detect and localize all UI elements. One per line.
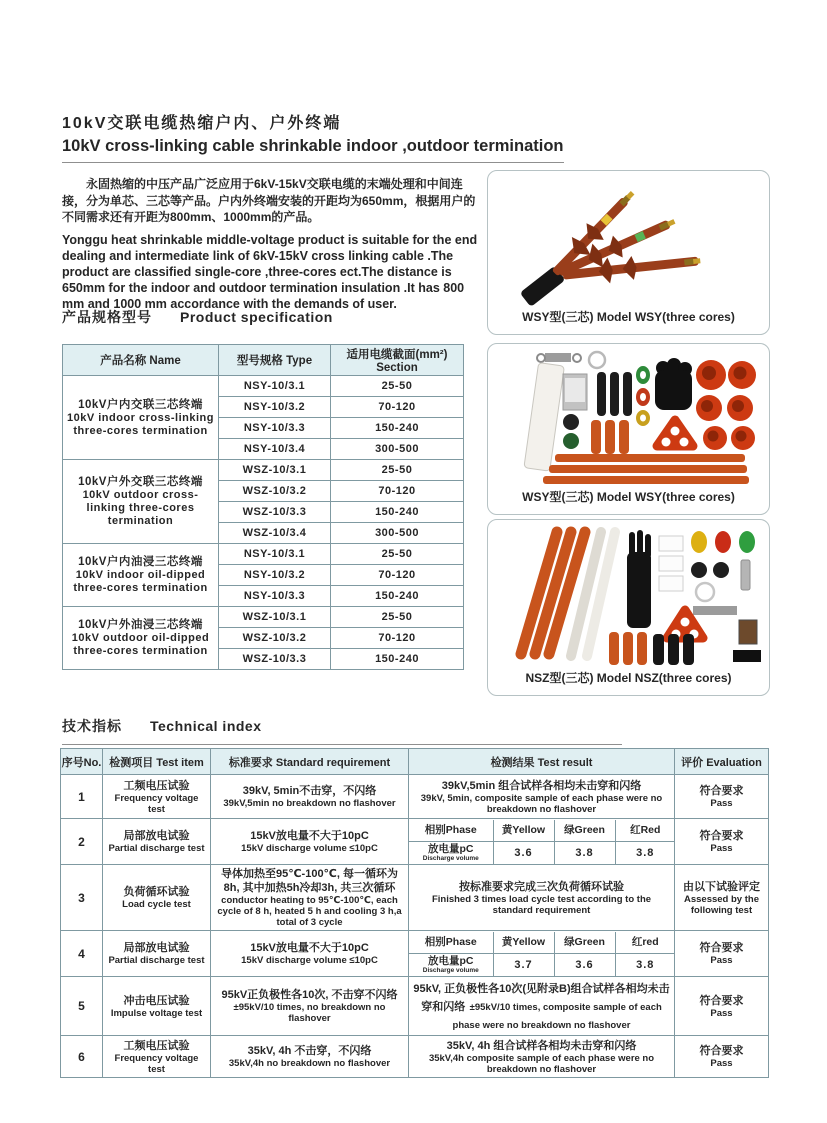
discharge-en: Discharge volume: [422, 855, 479, 863]
result-en: Finished 3 times load cycle test according to the standard requirement: [431, 893, 652, 916]
standard-en: conductor heating to 95℃-100℃, each cycle of 8 h, heated 5 h and cooling 3 h,a total of 3 cycle: [217, 895, 402, 928]
tech-col-no: 序号No.: [61, 749, 103, 775]
tech-col-standard: 标准要求 Standard requirement: [211, 749, 409, 775]
discharge-value: 3.6: [493, 842, 554, 864]
standard-zh: 15kV放电量不大于10pC: [250, 830, 369, 842]
nsz-kit-photo: [493, 524, 765, 667]
item-en: Frequency voltage test: [114, 792, 199, 815]
tech-col-eval: 评价 Evaluation: [675, 749, 769, 775]
spec-col-section: 适用电缆截面(mm²) Section: [331, 345, 464, 376]
table-row: [61, 865, 769, 931]
discharge-value: 3.8: [615, 842, 675, 864]
result-zh: 95kV, 正负极性各10次(见附录B)组合试样各相均未击穿和闪络: [413, 983, 670, 1013]
phase-result-table: [409, 932, 675, 976]
item-zh: 工频电压试验: [123, 1039, 190, 1052]
result-cell: [409, 819, 675, 865]
tech-col-result: 检测结果 Test result: [409, 749, 675, 775]
spec-type-cell: WSZ-10/3.1: [219, 460, 331, 481]
standard-en: 39kV,5min no breakdown no flashover: [223, 798, 396, 809]
table-row: [63, 460, 464, 481]
evaluation-cell: [675, 1036, 769, 1078]
phase-header-cell: 相别Phase: [409, 820, 493, 842]
tech-col-item: 检测项目 Test item: [103, 749, 211, 775]
phase-cell: 黄Yellow: [493, 932, 554, 954]
spec-section-cell: 70-120: [331, 481, 464, 502]
product-spec-table: [62, 344, 464, 670]
group-name-zh: 10kV户外交联三芯终端: [78, 476, 203, 488]
discharge-zh: 放电量pC: [428, 955, 474, 968]
test-item-cell: [103, 775, 211, 819]
phase-result-table: [409, 820, 675, 864]
item-en: Impulse voltage test: [110, 1007, 203, 1019]
spec-section-heading: [62, 307, 333, 327]
eval-zh: 符合要求: [699, 942, 744, 954]
result-cell: [409, 775, 675, 819]
intro-paragraph-en: Yonggu heat shrinkable middle-voltage product is suitable for the end dealing and intermediate link of 6kV-15kV cross linking cable .The product are classified single-core ,three-cores ect.The distance is 650mm for the indoor and outdoor termination insulation .It has 800 mm and 1000 mm accordance with the demands of user.: [62, 233, 478, 311]
result-zh: 按标准要求完成三次负荷循环试验: [459, 880, 624, 893]
phase-cell: 黄Yellow: [493, 820, 554, 842]
spec-type-cell: WSZ-10/3.2: [219, 628, 331, 649]
tech-heading-en: Technical index: [150, 718, 262, 734]
standard-zh: 导体加热至95℃-100℃, 每一循环为8h, 其中加热5h冷却3h, 共三次循环: [220, 868, 398, 894]
spec-col-name: 产品名称 Name: [63, 345, 219, 376]
row-no: 5: [61, 977, 103, 1036]
standard-en: 15kV discharge volume ≤10pC: [241, 843, 378, 854]
group-name-en: 10kV indoor cross-linking three-cores termination: [67, 411, 214, 437]
item-zh: 局部放电试验: [123, 830, 190, 842]
table-row: [63, 607, 464, 628]
discharge-row: [409, 842, 675, 864]
eval-zh: 由以下试验评定: [683, 880, 760, 893]
technical-index-table: [60, 748, 769, 1078]
product-group-name: [63, 607, 219, 670]
spec-type-cell: NSY-10/3.1: [219, 376, 331, 397]
discharge-zh: 放电量pC: [428, 843, 474, 856]
page-title-zh: 10kV交联电缆热缩户内、户外终端: [62, 115, 342, 132]
eval-en: Pass: [710, 843, 733, 854]
spec-header-row: [63, 345, 464, 376]
result-cell: [409, 977, 675, 1036]
test-item-cell: [103, 1036, 211, 1078]
result-zh: 39kV,5min 组合试样各相均未击穿和闪络: [441, 779, 642, 792]
result-en: 39kV, 5min, composite sample of each phase were no breakdown no flashover: [420, 792, 663, 815]
spec-type-cell: WSZ-10/3.2: [219, 481, 331, 502]
standard-zh: 95kV正负极性各10次, 不击穿不闪络: [221, 989, 398, 1001]
phase-header-row: [409, 932, 675, 954]
discharge-value: 3.6: [554, 954, 615, 976]
eval-zh: 符合要求: [699, 830, 744, 842]
spec-type-cell: NSY-10/3.3: [219, 418, 331, 439]
row-no: 6: [61, 1036, 103, 1078]
item-zh: 负荷循环试验: [123, 886, 190, 898]
row-no: 2: [61, 819, 103, 865]
spec-section-cell: 150-240: [331, 586, 464, 607]
discharge-label-cell: [409, 954, 493, 976]
group-name-en: 10kV outdoor oil-dipped three-cores termination: [71, 632, 210, 657]
spec-type-cell: NSY-10/3.1: [219, 544, 331, 565]
spec-type-cell: WSZ-10/3.3: [219, 649, 331, 670]
phase-header-row: [409, 820, 675, 842]
eval-zh: 符合要求: [699, 994, 744, 1007]
test-item-cell: [103, 819, 211, 865]
spec-section-cell: 25-50: [331, 607, 464, 628]
table-row: [61, 775, 769, 819]
group-name-en: 10kV outdoor cross-linking three-cores termination: [82, 489, 199, 527]
item-zh: 局部放电试验: [123, 942, 190, 954]
group-name-en: 10kV indoor oil-dipped three-cores termination: [73, 569, 208, 594]
spec-heading-zh: 产品规格型号: [62, 309, 152, 325]
group-name-zh: 10kV户内交联三芯终端: [78, 398, 203, 411]
item-en: Frequency voltage test: [114, 1052, 199, 1075]
discharge-value: 3.7: [493, 954, 554, 976]
tech-heading-zh: 技术指标: [62, 718, 122, 734]
intro-paragraph-zh: 永固热缩的中压产品广泛应用于6kV-15kV交联电缆的末端处理和中间连接，分为单芯、三芯等产品。户内外终端安装的开距均为650mm，根据用户的不同需求还有开距为800mm、1000mm的产品。: [62, 177, 476, 224]
spec-section-cell: 25-50: [331, 376, 464, 397]
eval-en: Assessed by the following test: [684, 893, 759, 916]
row-no: 4: [61, 931, 103, 977]
eval-en: Pass: [710, 798, 733, 809]
spec-type-cell: NSY-10/3.2: [219, 565, 331, 586]
standard-zh: 35kV, 4h 不击穿，不闪络: [247, 1045, 372, 1057]
product-photo-card: [487, 519, 770, 696]
spec-type-cell: WSZ-10/3.1: [219, 607, 331, 628]
standard-cell: [211, 775, 409, 819]
table-row: [61, 931, 769, 977]
spec-section-cell: 150-240: [331, 502, 464, 523]
eval-en: Pass: [710, 1007, 733, 1019]
table-row: [61, 1036, 769, 1078]
row-no: 3: [61, 865, 103, 931]
standard-zh: 39kV, 5min不击穿，不闪络: [242, 785, 377, 797]
table-row: [61, 819, 769, 865]
test-item-cell: [103, 931, 211, 977]
result-en: 35kV,4h composite sample of each phase were no breakdown no flashover: [428, 1052, 655, 1075]
result-en: ±95kV/10 times, composite sample of each phase were no breakdown no flashover: [452, 1002, 662, 1031]
photo-caption: NSZ型(三芯) Model NSZ(three cores): [525, 671, 732, 685]
phase-cell: 红red: [615, 932, 675, 954]
evaluation-cell: [675, 819, 769, 865]
table-row: [63, 544, 464, 565]
spec-section-cell: 70-120: [331, 565, 464, 586]
eval-en: Pass: [710, 955, 733, 966]
test-item-cell: [103, 865, 211, 931]
product-group-name: [63, 544, 219, 607]
discharge-en: Discharge volume: [422, 967, 479, 975]
result-zh: 35kV, 4h 组合试样各相均未击穿和闪络: [446, 1039, 637, 1052]
wsy-kit-photo: [493, 348, 765, 486]
spec-section-cell: 25-50: [331, 544, 464, 565]
page-title-en: 10kV cross-linking cable shrinkable indoor ,outdoor termination: [62, 137, 564, 163]
item-zh: 工频电压试验: [123, 779, 190, 792]
standard-en: 35kV,4h no breakdown no flashover: [228, 1058, 391, 1069]
product-group-name: [63, 376, 219, 460]
standard-cell: [211, 865, 409, 931]
evaluation-cell: [675, 977, 769, 1036]
phase-cell: 绿Green: [554, 932, 615, 954]
phase-cell: 绿Green: [554, 820, 615, 842]
product-group-name: [63, 460, 219, 544]
item-en: Load cycle test: [122, 899, 191, 910]
item-en: Partial discharge test: [108, 955, 205, 966]
eval-zh: 符合要求: [699, 1045, 744, 1057]
result-cell: [409, 1036, 675, 1078]
item-zh: 冲击电压试验: [123, 994, 190, 1007]
eval-zh: 符合要求: [699, 785, 744, 797]
standard-en: 15kV discharge volume ≤10pC: [241, 955, 378, 966]
phase-cell: 红Red: [615, 820, 675, 842]
standard-en: ±95kV/10 times, no breakdown no flashover: [233, 1002, 386, 1024]
group-name-zh: 10kV户外油浸三芯终端: [78, 619, 203, 631]
standard-cell: [211, 931, 409, 977]
spec-section-cell: 25-50: [331, 460, 464, 481]
test-item-cell: [103, 977, 211, 1036]
result-cell: [409, 865, 675, 931]
discharge-label-cell: [409, 842, 493, 864]
eval-en: Pass: [710, 1058, 733, 1069]
spec-section-cell: 300-500: [331, 523, 464, 544]
standard-cell: [211, 1036, 409, 1078]
table-row: [63, 376, 464, 397]
standard-cell: [211, 977, 409, 1036]
evaluation-cell: [675, 775, 769, 819]
phase-header-cell: 相别Phase: [409, 932, 493, 954]
standard-zh: 15kV放电量不大于10pC: [250, 942, 369, 954]
product-photo-card: [487, 343, 770, 515]
evaluation-cell: [675, 931, 769, 977]
spec-section-cell: 150-240: [331, 418, 464, 439]
spec-type-cell: NSY-10/3.4: [219, 439, 331, 460]
photo-caption: WSY型(三芯) Model WSY(three cores): [522, 490, 735, 504]
spec-section-cell: 70-120: [331, 628, 464, 649]
discharge-value: 3.8: [615, 954, 675, 976]
tech-header-row: [61, 749, 769, 775]
discharge-value: 3.8: [554, 842, 615, 864]
group-name-zh: 10kV户内油浸三芯终端: [78, 556, 203, 568]
spec-type-cell: NSY-10/3.3: [219, 586, 331, 607]
discharge-row: [409, 954, 675, 976]
spec-col-type: 型号规格 Type: [219, 345, 331, 376]
evaluation-cell: [675, 865, 769, 931]
spec-type-cell: WSZ-10/3.4: [219, 523, 331, 544]
row-no: 1: [61, 775, 103, 819]
wsy-termination-photo: [493, 175, 765, 306]
spec-section-cell: 150-240: [331, 649, 464, 670]
table-row: [61, 977, 769, 1036]
spec-section-cell: 70-120: [331, 397, 464, 418]
photo-caption: WSY型(三芯) Model WSY(three cores): [522, 310, 735, 324]
standard-cell: [211, 819, 409, 865]
tech-section-heading: [62, 716, 622, 745]
item-en: Partial discharge test: [108, 843, 205, 854]
spec-type-cell: NSY-10/3.2: [219, 397, 331, 418]
result-cell: [409, 931, 675, 977]
product-photo-card: [487, 170, 770, 335]
spec-heading-en: Product specification: [180, 309, 333, 325]
spec-section-cell: 300-500: [331, 439, 464, 460]
spec-type-cell: WSZ-10/3.3: [219, 502, 331, 523]
